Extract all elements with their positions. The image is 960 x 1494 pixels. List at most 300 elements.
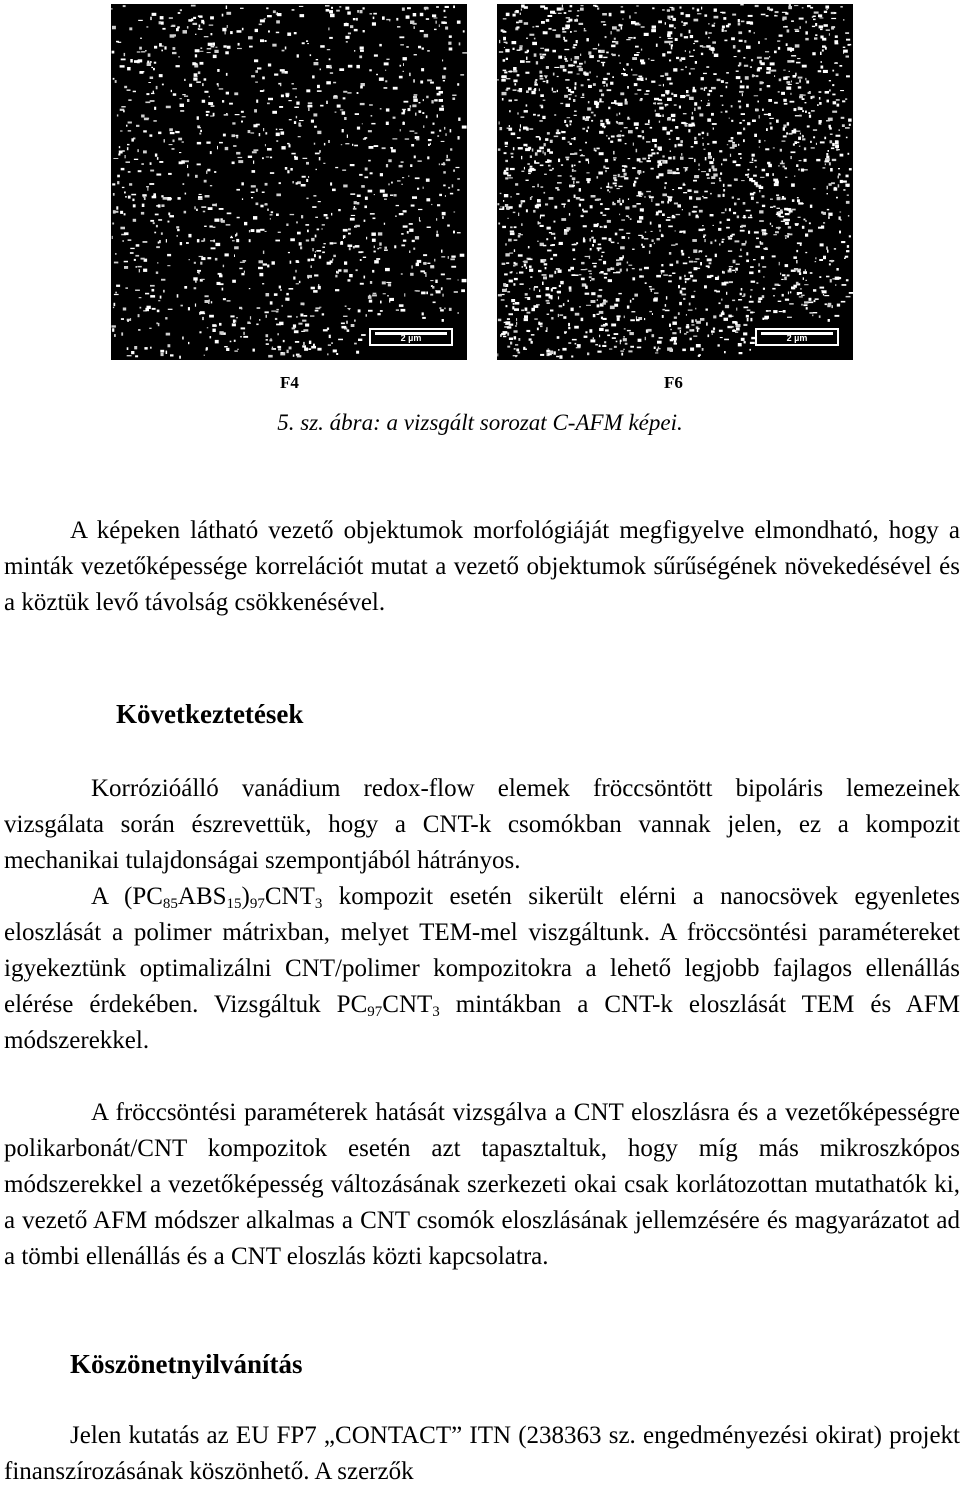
conductive-spot <box>721 80 724 83</box>
conductive-spot <box>794 5 798 6</box>
conductive-spot <box>207 52 211 53</box>
conductive-spot <box>177 26 180 28</box>
conductive-spot <box>636 319 640 321</box>
conductive-spot <box>278 83 280 85</box>
conductive-spot <box>150 220 154 222</box>
conductive-spot <box>542 54 546 56</box>
conductive-spot <box>721 112 723 113</box>
conductive-spot <box>713 128 714 130</box>
conductive-spot <box>255 29 258 32</box>
conductive-spot <box>543 150 544 153</box>
conductive-spot <box>159 43 162 46</box>
conductive-spot <box>846 137 848 139</box>
conductive-spot <box>670 199 672 202</box>
conductive-spot <box>402 177 404 178</box>
conductive-spot <box>554 221 556 223</box>
conductive-spot <box>153 120 156 121</box>
conductive-spot <box>314 126 317 128</box>
conductive-spot <box>809 298 812 301</box>
conductive-spot <box>743 57 745 59</box>
conductive-spot <box>456 167 460 168</box>
conductive-spot <box>692 112 693 115</box>
conductive-spot <box>579 274 582 275</box>
conductive-spot <box>651 199 652 203</box>
conductive-spot <box>431 132 435 134</box>
conductive-spot <box>533 305 538 308</box>
conductive-spot <box>581 269 586 270</box>
conductive-spot <box>737 216 739 219</box>
conductive-spot <box>122 240 124 241</box>
conductive-spot <box>698 164 699 167</box>
conductive-spot <box>134 159 138 160</box>
conductive-spot <box>201 257 205 260</box>
conductive-spot <box>808 230 813 233</box>
conductive-spot <box>662 9 665 11</box>
conductive-spot <box>526 267 527 269</box>
conductive-spot <box>693 206 697 208</box>
conductive-spot <box>333 242 336 244</box>
conductive-spot <box>328 140 329 143</box>
conductive-spot <box>136 244 140 247</box>
conductive-spot <box>746 315 749 318</box>
conductive-spot <box>260 229 264 231</box>
conductive-spot <box>394 194 397 196</box>
conductive-spot <box>588 101 590 103</box>
conductive-spot <box>169 128 173 131</box>
conductive-spot <box>117 181 119 184</box>
conductive-spot <box>637 171 641 174</box>
conductive-spot <box>285 298 289 301</box>
conductive-spot <box>759 147 760 148</box>
conductive-spot <box>813 19 816 21</box>
conductive-spot <box>657 238 660 240</box>
conductive-spot <box>659 103 663 105</box>
conductive-spot <box>503 37 506 41</box>
conductive-spot <box>552 50 556 53</box>
conductive-spot <box>510 272 513 274</box>
conductive-spot <box>209 96 210 98</box>
conductive-spot <box>210 151 212 154</box>
conductive-spot <box>834 12 836 14</box>
conductive-spot <box>574 56 579 59</box>
conductive-spot <box>422 48 424 50</box>
conductive-spot <box>812 52 815 55</box>
conductive-spot <box>447 225 450 227</box>
conductive-spot <box>605 36 607 38</box>
conductive-spot <box>650 289 655 290</box>
conductive-spot <box>302 176 306 178</box>
conductive-spot <box>125 155 126 158</box>
conductive-spot <box>572 177 576 180</box>
conductive-spot <box>675 38 678 41</box>
conductive-spot <box>629 265 633 266</box>
conductive-spot <box>827 304 830 307</box>
conductive-spot <box>594 101 598 104</box>
conductive-spot <box>528 246 530 248</box>
conductive-spot <box>590 339 595 342</box>
conductive-spot <box>799 296 803 297</box>
conductive-spot <box>232 240 235 241</box>
conductive-spot <box>413 13 417 16</box>
conductive-spot <box>141 258 145 260</box>
conductive-spot <box>267 15 272 17</box>
conductive-spot <box>318 201 321 202</box>
conductive-spot <box>608 279 612 282</box>
conductive-spot <box>679 302 682 305</box>
conductive-spot <box>549 275 553 278</box>
conductive-spot <box>729 266 733 267</box>
conductive-spot <box>529 128 533 129</box>
conductive-spot <box>141 163 144 165</box>
conductive-spot <box>811 147 815 148</box>
conductive-spot <box>818 70 822 72</box>
conductive-spot <box>705 157 707 160</box>
conductive-spot <box>739 122 741 124</box>
conductive-spot <box>529 168 534 171</box>
conductive-spot <box>658 147 662 151</box>
conductive-spot <box>731 105 733 107</box>
conductive-spot <box>169 144 173 145</box>
conductive-spot <box>802 135 803 138</box>
conductive-spot <box>223 298 226 300</box>
conductive-spot <box>159 161 163 163</box>
conductive-spot <box>281 352 283 353</box>
conductive-spot <box>265 183 268 186</box>
conductive-spot <box>601 256 603 258</box>
conductive-spot <box>499 121 500 124</box>
conductive-spot <box>450 129 452 132</box>
conductive-spot <box>124 53 126 56</box>
conductive-spot <box>691 146 694 147</box>
conductive-spot <box>741 21 745 23</box>
conductive-spot <box>164 139 165 142</box>
conductive-spot <box>764 114 769 115</box>
conductive-spot <box>807 5 811 7</box>
conductive-spot <box>836 135 841 137</box>
conductive-spot <box>282 305 283 307</box>
conductive-spot <box>112 236 113 239</box>
conductive-spot <box>266 293 270 296</box>
conductive-spot <box>793 143 795 145</box>
conductive-spot <box>645 123 650 125</box>
conductive-spot <box>331 213 332 216</box>
conductive-spot <box>500 193 502 194</box>
conductive-spot <box>545 138 548 141</box>
conductive-spot <box>726 86 728 88</box>
conductive-spot <box>696 321 701 324</box>
conductive-spot <box>167 254 171 256</box>
conductive-spot <box>303 342 305 345</box>
conductive-spot <box>306 179 308 182</box>
conductive-spot <box>198 127 201 128</box>
conductive-spot <box>532 186 535 187</box>
conductive-spot <box>363 7 365 9</box>
conductive-spot <box>734 56 737 57</box>
conductive-spot <box>610 141 613 143</box>
conductive-spot <box>401 233 403 235</box>
conductive-spot <box>518 233 521 234</box>
conductive-spot <box>348 228 351 230</box>
conductive-spot <box>523 261 526 262</box>
conductive-spot <box>514 330 518 332</box>
conductive-spot <box>741 113 745 115</box>
conductive-spot <box>369 146 374 149</box>
conductive-spot <box>529 269 533 272</box>
conductive-spot <box>556 34 561 37</box>
conductive-spot <box>683 25 686 26</box>
conductive-spot <box>299 281 301 283</box>
conductive-spot <box>197 270 201 272</box>
conductive-spot <box>672 18 676 21</box>
conductive-spot <box>719 330 723 332</box>
conductive-spot <box>521 9 522 11</box>
conductive-spot <box>424 34 428 38</box>
conductive-spot <box>143 150 147 153</box>
conductive-spot <box>557 291 561 293</box>
conductive-spot <box>200 130 202 132</box>
conductive-spot <box>247 322 250 325</box>
conductive-spot <box>444 17 447 19</box>
conductive-spot <box>219 88 224 89</box>
conductive-spot <box>630 346 634 348</box>
conductive-spot <box>421 292 426 295</box>
conductive-spot <box>508 218 509 219</box>
conductive-spot <box>732 197 734 199</box>
conductive-spot <box>169 17 173 18</box>
conductive-spot <box>812 17 814 18</box>
conductive-spot <box>275 240 280 242</box>
conductive-spot <box>645 282 647 284</box>
subscript: 15 <box>226 896 242 912</box>
conductive-spot <box>623 349 624 350</box>
conductive-spot <box>661 201 664 204</box>
subscript: 3 <box>432 1004 440 1020</box>
conductive-spot <box>690 35 693 38</box>
conductive-spot <box>507 128 509 129</box>
conductive-spot <box>513 14 516 17</box>
conductive-spot <box>724 351 726 353</box>
conductive-spot <box>415 290 418 291</box>
conductive-spot <box>536 26 539 28</box>
conductive-spot <box>279 182 281 184</box>
conductive-spot <box>669 41 673 43</box>
conductive-spot <box>422 317 426 319</box>
conductive-spot <box>111 8 112 9</box>
conductive-spot <box>759 190 760 192</box>
conductive-spot <box>639 77 643 80</box>
conductive-spot <box>689 97 694 100</box>
conductive-spot <box>531 341 533 344</box>
conductive-spot <box>563 38 565 41</box>
conductive-spot <box>750 66 752 67</box>
conductive-spot <box>619 122 624 125</box>
text-run: ) <box>241 883 250 910</box>
conductive-spot <box>785 177 787 178</box>
conductive-spot <box>625 343 628 345</box>
conductive-spot <box>529 288 530 290</box>
conductive-spot <box>400 129 401 131</box>
conductive-spot <box>847 245 849 248</box>
conductive-spot <box>709 161 713 164</box>
conductive-spot <box>253 149 258 151</box>
conductive-spot <box>820 36 823 39</box>
conductive-spot <box>546 66 549 69</box>
conductive-spot <box>785 26 788 28</box>
conductive-spot <box>310 54 312 56</box>
conductive-spot <box>579 149 581 151</box>
conductive-spot <box>290 238 295 241</box>
conductive-spot <box>835 43 839 45</box>
conductive-spot <box>619 229 624 231</box>
conductive-spot <box>778 47 780 50</box>
conductive-spot <box>295 96 297 97</box>
conductive-spot <box>636 149 638 153</box>
conductive-spot <box>146 186 149 187</box>
conductive-spot <box>238 43 240 46</box>
conductive-spot <box>837 304 840 307</box>
conductive-spot <box>804 284 808 285</box>
conductive-spot <box>600 328 601 331</box>
conductive-spot <box>693 50 695 51</box>
conductive-spot <box>568 64 573 66</box>
conductive-spot <box>184 79 186 81</box>
conductive-spot <box>725 82 728 83</box>
conductive-spot <box>684 275 686 277</box>
conductive-spot <box>392 138 397 139</box>
conductive-spot <box>529 34 534 36</box>
conductive-spot <box>819 120 822 123</box>
conductive-spot <box>842 284 847 286</box>
conductive-spot <box>170 34 175 37</box>
conductive-spot <box>788 6 792 9</box>
conductive-spot <box>600 50 604 53</box>
conductive-spot <box>722 241 724 243</box>
conductive-spot <box>672 322 677 325</box>
conductive-spot <box>576 40 578 43</box>
conductive-spot <box>583 116 585 120</box>
conductive-spot <box>211 33 213 35</box>
conductive-spot <box>512 306 514 309</box>
conductive-spot <box>151 67 153 68</box>
conductive-spot <box>556 356 559 357</box>
conductive-spot <box>354 343 357 345</box>
conductive-spot <box>253 349 255 352</box>
conductive-spot <box>748 173 750 175</box>
conductive-spot <box>825 6 829 9</box>
conductive-spot <box>676 168 678 171</box>
conductive-spot <box>306 240 309 242</box>
conductive-spot <box>180 110 184 112</box>
conductive-spot <box>543 259 547 262</box>
conductive-spot <box>632 205 636 207</box>
conductive-spot <box>170 354 174 356</box>
conductive-spot <box>798 169 799 171</box>
conductive-spot <box>505 324 508 325</box>
conductive-spot <box>327 328 329 330</box>
conductive-spot <box>297 261 300 263</box>
conductive-spot <box>805 234 808 237</box>
conductive-spot <box>388 283 391 286</box>
conductive-spot <box>795 44 800 47</box>
conductive-spot <box>409 73 410 76</box>
conductive-spot <box>770 199 773 200</box>
conductive-spot <box>630 218 632 219</box>
conductive-spot <box>815 298 819 300</box>
conductive-spot <box>783 99 787 102</box>
conductive-spot <box>539 71 542 74</box>
conductive-spot <box>124 232 129 235</box>
conductive-spot <box>690 275 693 278</box>
conductive-spot <box>199 256 204 257</box>
conductive-spot <box>733 212 736 214</box>
conductive-spot <box>846 175 849 178</box>
conductive-spot <box>756 238 759 240</box>
conductive-spot <box>311 120 314 123</box>
conductive-spot <box>166 239 167 242</box>
conductive-spot <box>607 220 611 223</box>
conductive-spot <box>127 347 129 350</box>
conductive-spot <box>441 288 443 291</box>
conductive-spot <box>755 5 759 7</box>
conductive-spot <box>519 129 521 132</box>
conductive-spot <box>320 105 323 107</box>
conductive-spot <box>562 137 566 140</box>
conductive-spot <box>129 27 132 30</box>
conductive-spot <box>699 229 704 231</box>
conductive-spot <box>591 112 594 114</box>
conductive-spot <box>740 85 745 88</box>
conductive-spot <box>702 225 704 226</box>
conductive-spot <box>343 229 348 232</box>
conductive-spot <box>508 128 512 131</box>
conductive-spot <box>452 95 456 96</box>
conductive-spot <box>156 272 158 274</box>
conductive-spot <box>746 104 749 107</box>
conductive-spot <box>686 14 691 17</box>
conductive-spot <box>743 202 746 205</box>
conductive-spot <box>746 252 748 255</box>
conductive-spot <box>539 88 540 91</box>
conductive-spot <box>505 142 508 145</box>
conductive-spot <box>276 133 280 137</box>
conductive-spot <box>263 263 267 265</box>
conductive-spot <box>453 6 455 9</box>
conductive-spot <box>241 327 246 329</box>
conductive-spot <box>680 33 682 36</box>
conductive-spot <box>299 6 303 7</box>
conductive-spot <box>557 189 560 191</box>
conductive-spot <box>712 41 716 43</box>
conductive-spot <box>412 265 413 268</box>
conductive-spot <box>368 310 373 312</box>
conductive-spot <box>563 303 565 306</box>
conductive-spot <box>611 136 615 138</box>
conductive-spot <box>503 59 506 62</box>
conductive-spot <box>832 94 835 96</box>
conductive-spot <box>327 353 328 355</box>
conductive-spot <box>452 184 454 187</box>
conductive-spot <box>317 90 322 92</box>
conductive-spot <box>667 77 672 80</box>
conductive-spot <box>423 187 424 189</box>
conductive-spot <box>198 199 203 201</box>
conductive-spot <box>308 105 313 107</box>
conductive-spot <box>330 242 334 244</box>
conductive-spot <box>344 23 349 26</box>
conductive-spot <box>665 310 670 312</box>
conductive-spot <box>582 128 585 130</box>
conductive-spot <box>588 85 592 88</box>
